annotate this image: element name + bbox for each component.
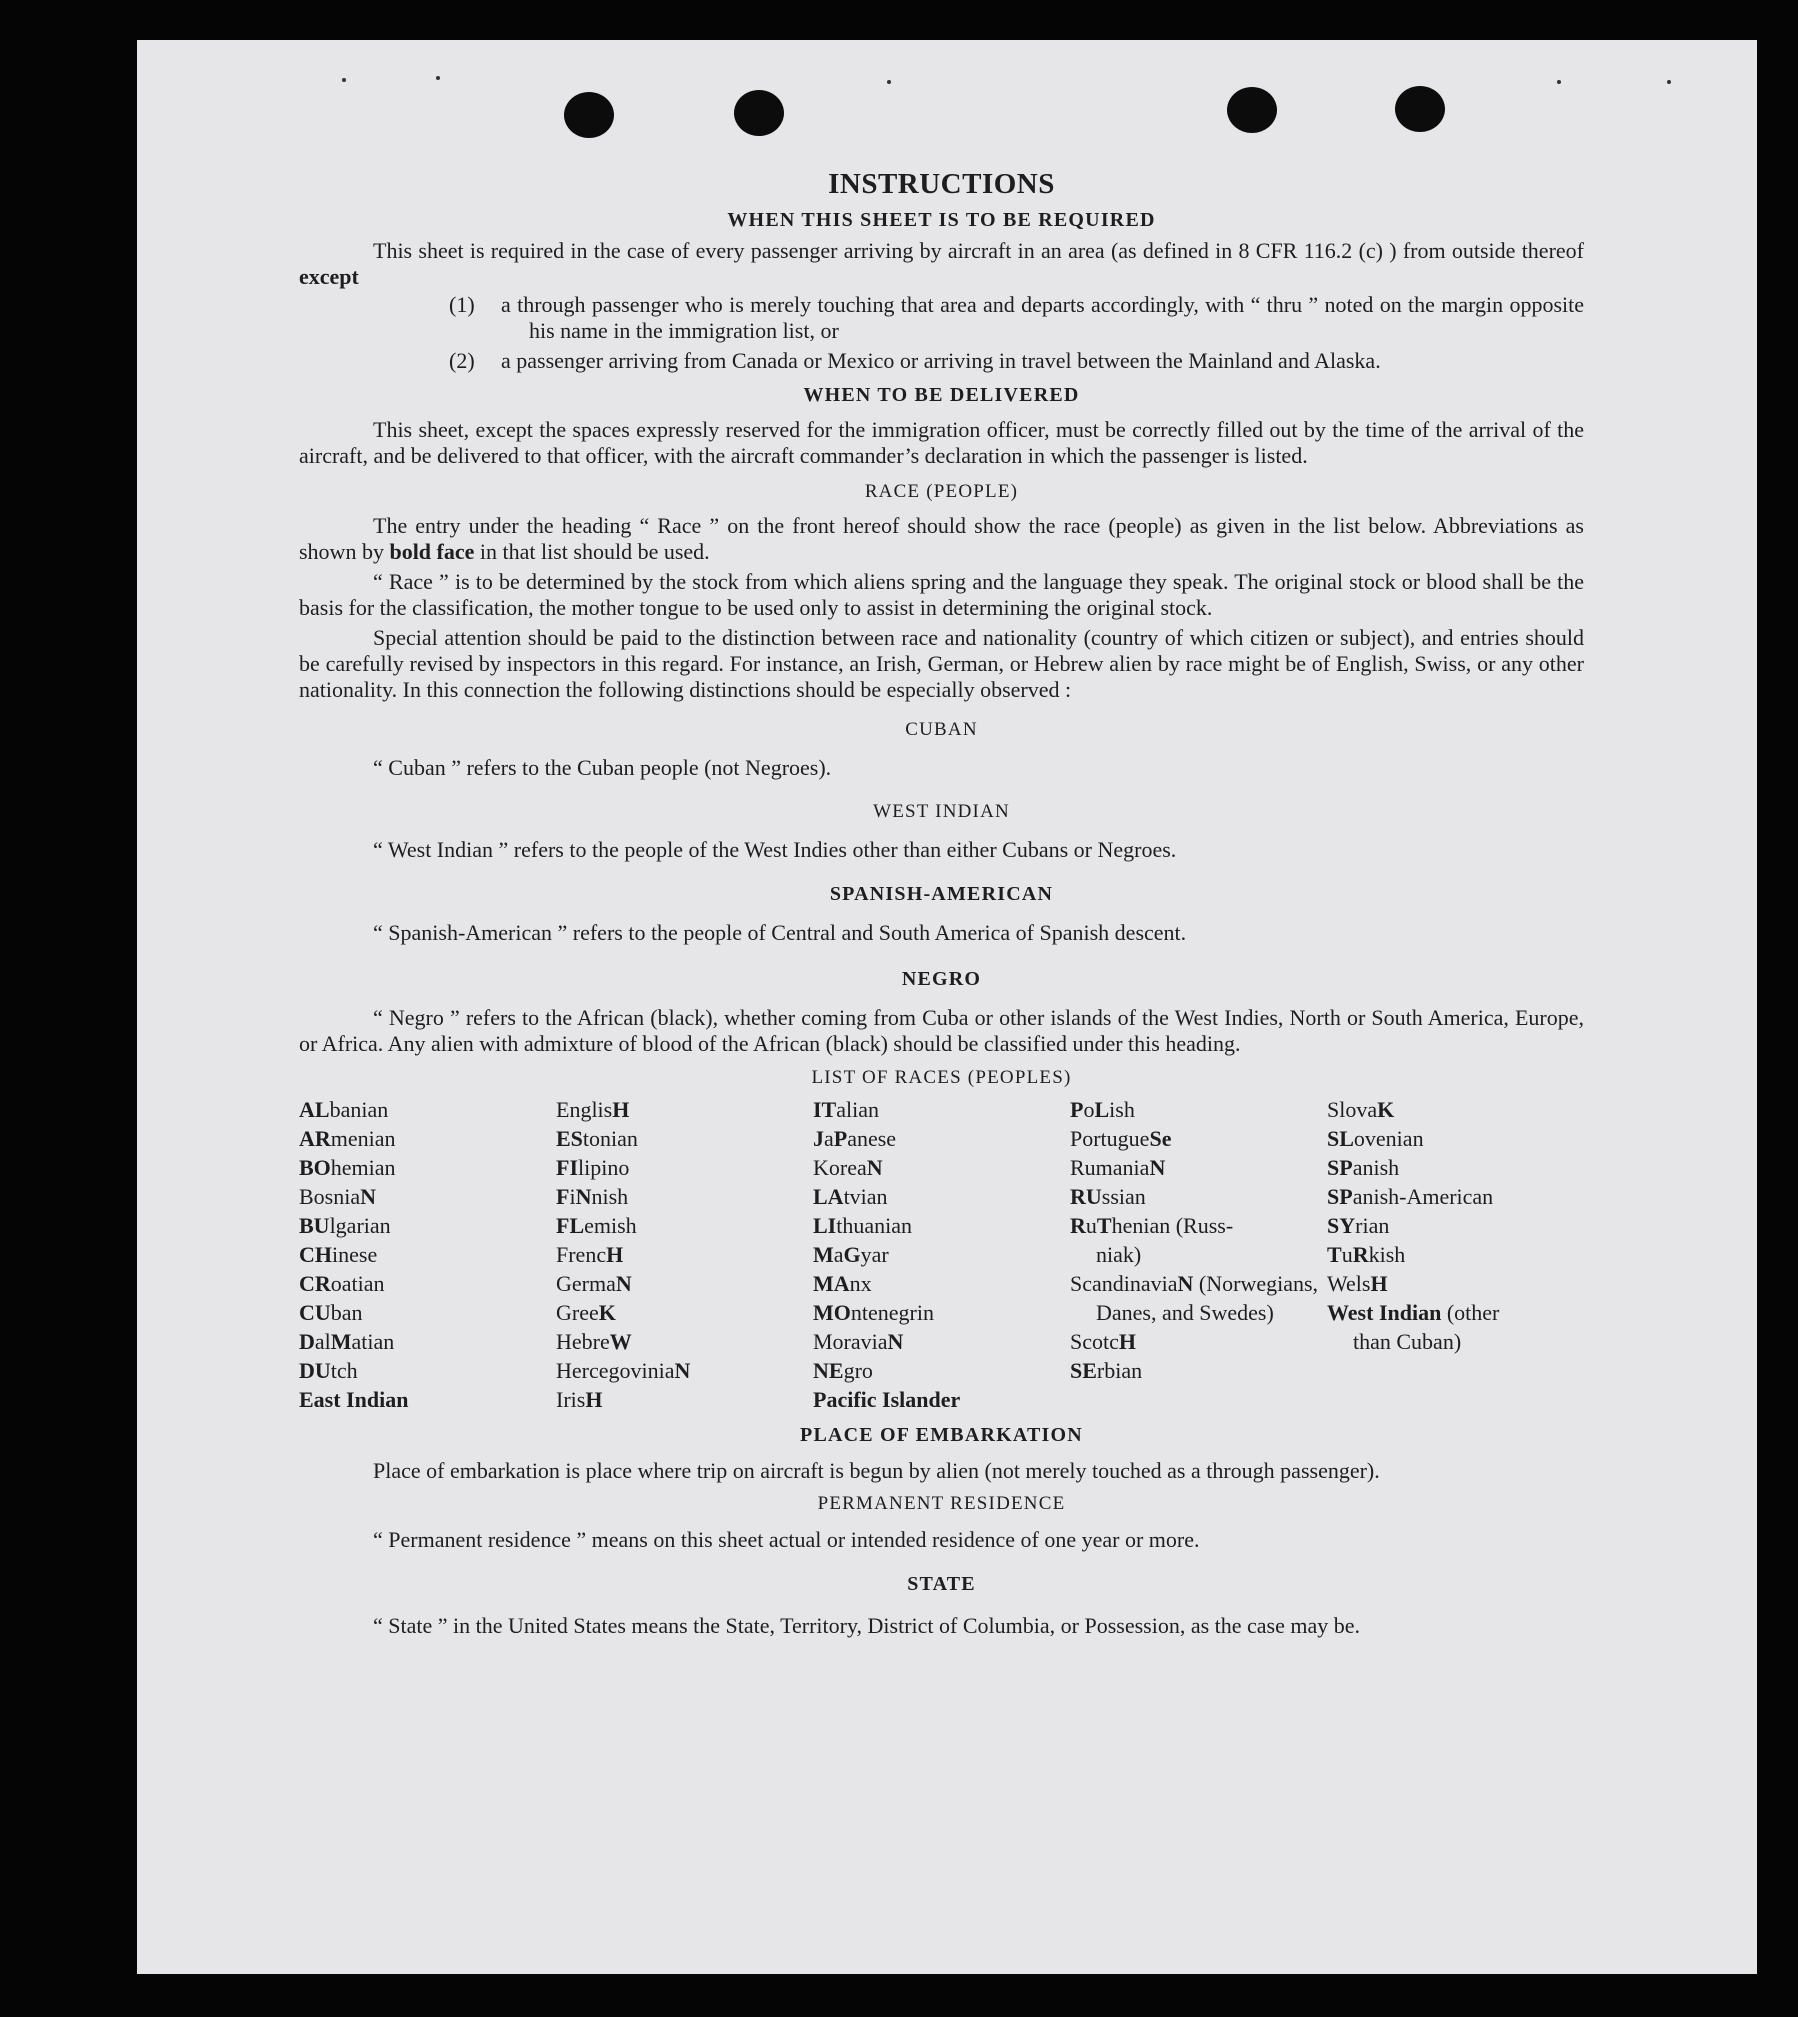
race-entry: EnglisH xyxy=(556,1097,630,1122)
residence-text: “ Permanent residence ” means on this sheet actual or intended residence of one year or more. xyxy=(373,1527,1200,1552)
race-entry-continuation: than Cuban) xyxy=(1353,1329,1462,1354)
race-entry: Pacific Islander xyxy=(813,1387,961,1412)
heading-west-indian: WEST INDIAN xyxy=(873,801,1010,822)
race-entry-continuation: niak) xyxy=(1096,1242,1142,1267)
race-entry: GermaN xyxy=(556,1271,632,1296)
race-entry: LIthuanian xyxy=(813,1213,913,1238)
race-paragraph-2: “ Race ” is to be determined by the stock from which aliens spring and the language they speak. The original stock or blood shall be the basis for the classification, the mother tongue to be used only to assist in determining the original stock. xyxy=(299,569,1584,620)
race-entry: ITalian xyxy=(813,1097,880,1122)
speck xyxy=(1557,80,1561,84)
race-entry: FLemish xyxy=(556,1213,637,1238)
race-entry: MAnx xyxy=(813,1271,872,1296)
heading-place-of-embarkation: PLACE OF EMBARKATION xyxy=(800,1424,1083,1446)
race-entry: LAtvian xyxy=(813,1184,888,1209)
spanish-american-text: “ Spanish-American ” refers to the people of Central and South America of Spanish descent. xyxy=(373,920,1187,945)
punch-hole xyxy=(1395,86,1445,132)
race-paragraph-3: Special attention should be paid to the distinction between race and nationality (country of which citizen or subject), and entries should be carefully revised by inspectors in this regard. For instance, an Irish, German, or Hebrew alien by race might be of English, Swiss, or any other nationality. In this connection the following distinctions should be especially observed : xyxy=(299,625,1584,702)
race-entry: DalMatian xyxy=(299,1329,395,1354)
race-column-1 xyxy=(299,1095,556,1414)
race-entry: RuThenian (Russ- xyxy=(1070,1213,1234,1238)
punch-hole xyxy=(564,92,614,138)
race-entry: TuRkish xyxy=(1327,1242,1406,1267)
race-column-5 xyxy=(1327,1095,1584,1414)
speck xyxy=(436,76,440,80)
race-entry: PortugueSe xyxy=(1070,1126,1172,1151)
instructions-body xyxy=(299,168,1584,1642)
race-entry: MoraviaN xyxy=(813,1329,904,1354)
races-list xyxy=(299,1095,1584,1414)
race-entry: SLovenian xyxy=(1327,1126,1424,1151)
race-entry: RUssian xyxy=(1070,1184,1146,1209)
race-entry: CUban xyxy=(299,1300,363,1325)
cuban-text: “ Cuban ” refers to the Cuban people (not Negroes). xyxy=(373,755,832,780)
race-entry: West Indian (other xyxy=(1327,1300,1500,1325)
west-indian-text: “ West Indian ” refers to the people of the West Indies other than either Cubans or Negroes. xyxy=(373,837,1177,862)
race-entry: ARmenian xyxy=(299,1126,396,1151)
race-entry: BUlgarian xyxy=(299,1213,391,1238)
race-column-3 xyxy=(813,1095,1070,1414)
race-entry: HebreW xyxy=(556,1329,632,1354)
race-entry: SErbian xyxy=(1070,1358,1143,1383)
exception-item-1: (1) a through passenger who is merely touching that area and departs accordingly, with “ thru ” noted on the margin opposite his name in the immigration list, or xyxy=(449,292,1584,343)
race-entry: ScotcH xyxy=(1070,1329,1137,1354)
race-entry: WelsH xyxy=(1327,1271,1388,1296)
heading-when-delivered: WHEN TO BE DELIVERED xyxy=(803,384,1080,406)
race-entry: EStonian xyxy=(556,1126,638,1151)
race-entry: MaGyar xyxy=(813,1242,889,1267)
punch-hole xyxy=(734,90,784,136)
embarkation-text: Place of embarkation is place where trip on aircraft is begun by alien (not merely touched as a through passenger). xyxy=(373,1458,1380,1483)
heading-state: STATE xyxy=(907,1573,976,1595)
heading-when-required: WHEN THIS SHEET IS TO BE REQUIRED xyxy=(727,209,1156,231)
heading-spanish-american: SPANISH-AMERICAN xyxy=(829,883,1054,905)
race-entry: SPanish-American xyxy=(1327,1184,1494,1209)
race-entry: HercegoviniaN xyxy=(556,1358,691,1383)
race-entry: JaPanese xyxy=(813,1126,897,1151)
when-delivered-text: This sheet, except the spaces expressly reserved for the immigration officer, must be correctly filled out by the time of the arrival of the aircraft, and be delivered to that officer, with the aircraft commander’s declaration in which the passenger is listed. xyxy=(299,417,1584,468)
race-entry: BosniaN xyxy=(299,1184,377,1209)
exception-item-2: (2) a passenger arriving from Canada or Mexico or arriving in travel between the Mainland and Alaska. xyxy=(449,348,1381,373)
heading-cuban: CUBAN xyxy=(905,719,978,740)
heading-list-of-races: LIST OF RACES (PEOPLES) xyxy=(811,1067,1072,1088)
race-entry: GreeK xyxy=(556,1300,616,1325)
race-entry: CHinese xyxy=(299,1242,378,1267)
race-entry: CRoatian xyxy=(299,1271,385,1296)
race-entry: ALbanian xyxy=(299,1097,389,1122)
race-entry: NEgro xyxy=(813,1358,873,1383)
race-entry: East Indian xyxy=(299,1387,409,1412)
speck xyxy=(342,78,346,82)
race-entry: SPanish xyxy=(1327,1155,1400,1180)
race-entry: PoLish xyxy=(1070,1097,1135,1122)
race-entry: FrencH xyxy=(556,1242,624,1267)
race-column-2 xyxy=(556,1095,813,1414)
race-entry: RumaniaN xyxy=(1070,1155,1166,1180)
race-entry: DUtch xyxy=(299,1358,358,1383)
punch-hole xyxy=(1227,87,1277,133)
race-column-4 xyxy=(1070,1095,1327,1414)
when-required-text: This sheet is required in the case of every passenger arriving by aircraft in an area (as defined in 8 CFR 116.2 (c) ) from outside thereof except xyxy=(299,238,1584,289)
heading-permanent-residence: PERMANENT RESIDENCE xyxy=(817,1493,1066,1514)
speck xyxy=(887,80,891,84)
state-text: “ State ” in the United States means the State, Territory, District of Columbia, or Possession, as the case may be. xyxy=(373,1613,1361,1638)
race-entry: ScandinaviaN (Norwegians, Danes, and Swedes) xyxy=(1070,1271,1319,1325)
race-entry: SlovaK xyxy=(1327,1097,1395,1122)
speck xyxy=(1667,80,1671,84)
document-page xyxy=(137,40,1757,1974)
race-entry: IrisH xyxy=(556,1387,603,1412)
heading-negro: NEGRO xyxy=(901,968,982,990)
negro-text: “ Negro ” refers to the African (black), whether coming from Cuba or other islands of the West Indies, North or South America, Europe, or Africa. Any alien with admixture of blood of the African (black) should be classified under this heading. xyxy=(299,1005,1584,1056)
race-entry: KoreaN xyxy=(813,1155,883,1180)
heading-race: RACE (PEOPLE) xyxy=(864,481,1019,502)
race-entry: BOhemian xyxy=(299,1155,396,1180)
race-entry: FiNnish xyxy=(556,1184,629,1209)
race-entry: SYrian xyxy=(1327,1213,1390,1238)
page-title: INSTRUCTIONS xyxy=(828,168,1055,200)
race-entry: MOntenegrin xyxy=(813,1300,934,1325)
race-entry: FIlipino xyxy=(556,1155,630,1180)
race-paragraph-1: The entry under the heading “ Race ” on the front hereof should show the race (people) as given in the list below. Abbreviations as shown by bold face in that list should be used. xyxy=(299,513,1584,564)
